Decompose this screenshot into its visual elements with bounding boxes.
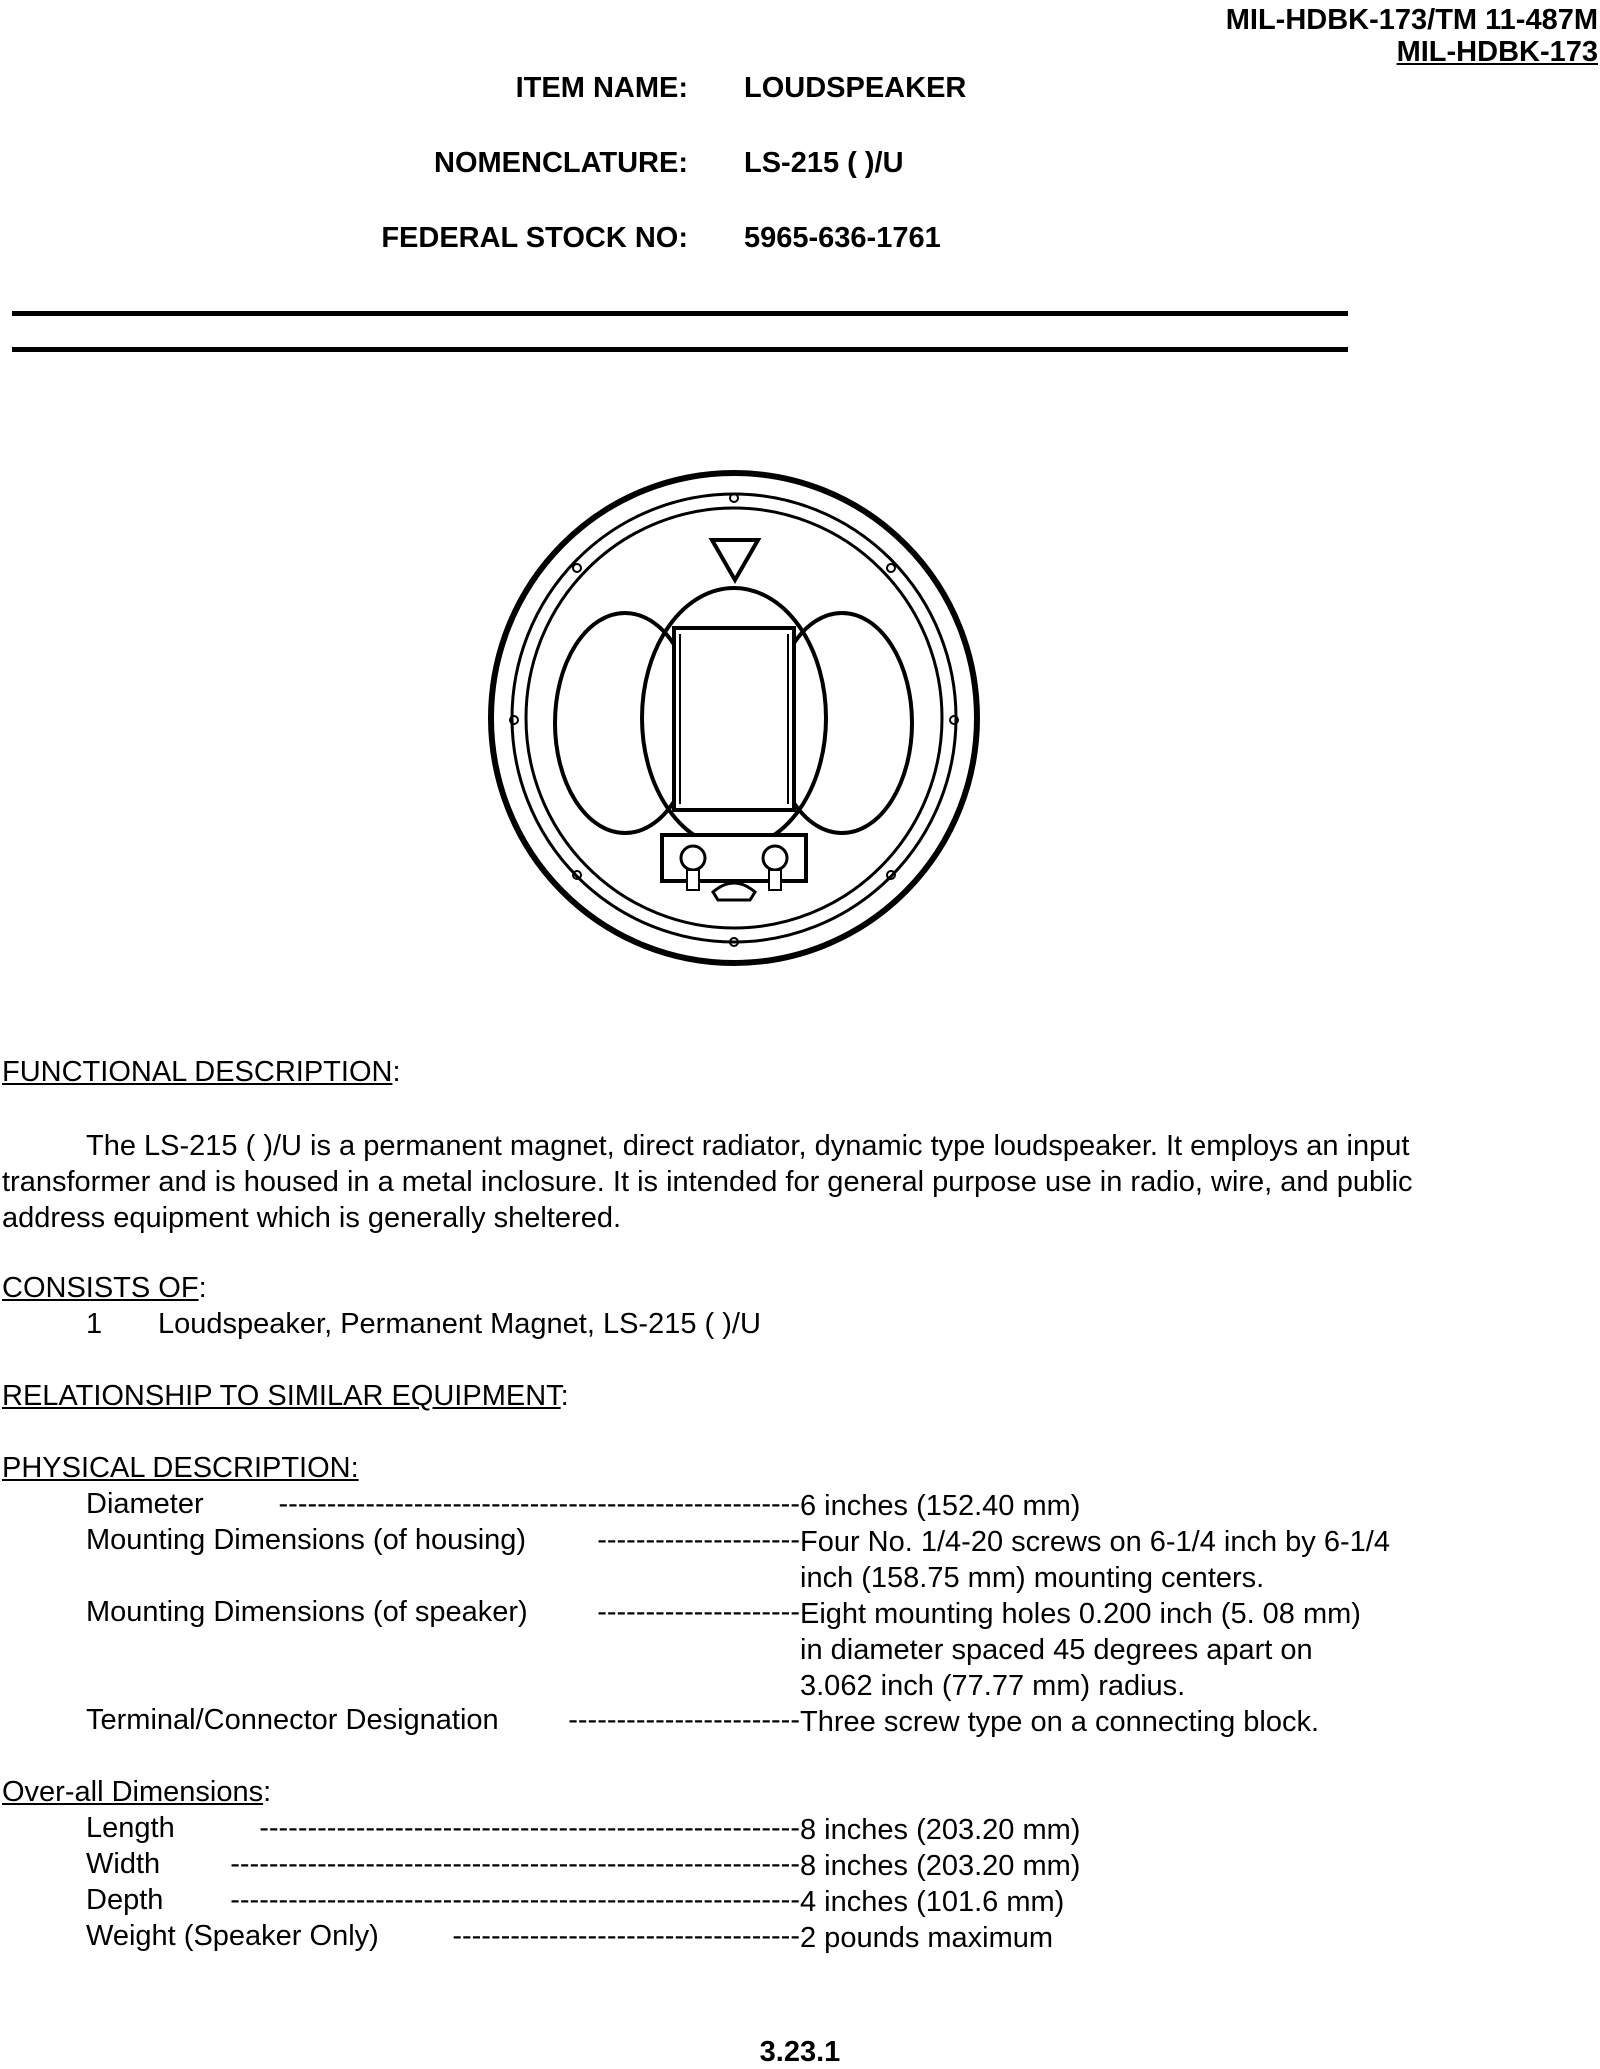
physical-spec-value: inch (158.75 mm) mounting centers. bbox=[800, 1562, 1265, 1594]
overall-spec-name: Width bbox=[86, 1848, 161, 1880]
divider-rule-bottom bbox=[12, 347, 1348, 352]
overall-spec-name: Weight (Speaker Only) bbox=[86, 1920, 379, 1952]
overall-spec-leader: -------------------------------------------------------- bbox=[259, 1812, 800, 1844]
overall-spec-leader: ----------------------------------------------------------- bbox=[230, 1884, 800, 1916]
relationship-heading: RELATIONSHIP TO SIMILAR EQUIPMENT: bbox=[2, 1380, 569, 1412]
functional-description-heading: FUNCTIONAL DESCRIPTION: bbox=[2, 1056, 401, 1088]
overall-spec-value: 2 pounds maximum bbox=[800, 1922, 1054, 1954]
overall-dimensions-heading: Over-all Dimensions: bbox=[2, 1776, 272, 1808]
functional-description-text: The LS-215 ( )/U is a permanent magnet, direct radiator, dynamic type loudspeaker. It employs an input transformer and is housed in a metal inclosure. It is intended for general purpose use in radio, wire, and public address equipment which is generally sheltered. bbox=[2, 1130, 1413, 1234]
overall-spec-value: 8 inches (203.20 mm) bbox=[800, 1850, 1081, 1882]
loudspeaker-illustration bbox=[480, 470, 990, 970]
consists-of-heading: CONSISTS OF: bbox=[2, 1272, 207, 1304]
physical-spec-value: 6 inches (152.40 mm) bbox=[800, 1490, 1081, 1522]
nomenclature-label: NOMENCLATURE: bbox=[434, 147, 688, 179]
physical-description-heading: PHYSICAL DESCRIPTION: bbox=[2, 1452, 359, 1484]
item-name-value: LOUDSPEAKER bbox=[744, 72, 967, 104]
physical-spec-value: Three screw type on a connecting block. bbox=[800, 1706, 1320, 1738]
document-id-short: MIL-HDBK-173 bbox=[1396, 36, 1598, 68]
overall-spec-name: Depth bbox=[86, 1884, 164, 1916]
consists-qty: 1 bbox=[86, 1308, 103, 1340]
stock-number-value: 5965-636-1761 bbox=[744, 222, 941, 254]
physical-spec-value: 3.062 inch (77.77 mm) radius. bbox=[800, 1670, 1186, 1702]
overall-spec-leader: ----------------------------------------------------------- bbox=[230, 1848, 800, 1880]
physical-spec-leader: --------------------- bbox=[597, 1524, 800, 1556]
physical-spec-leader: ------------------------------------------------------ bbox=[278, 1488, 800, 1520]
document-id: MIL-HDBK-173/TM 11-487M bbox=[1225, 4, 1598, 36]
physical-spec-name: Terminal/Connector Designation bbox=[86, 1704, 499, 1736]
page-number: 3.23.1 bbox=[759, 2036, 841, 2068]
physical-spec-value: Eight mounting holes 0.200 inch (5. 08 mm) bbox=[800, 1598, 1361, 1630]
nomenclature-value: LS-215 ( )/U bbox=[744, 147, 904, 179]
overall-spec-value: 4 inches (101.6 mm) bbox=[800, 1886, 1065, 1918]
physical-spec-value: in diameter spaced 45 degrees apart on bbox=[800, 1634, 1313, 1666]
physical-spec-name: Diameter bbox=[86, 1488, 204, 1520]
physical-spec-leader: --------------------- bbox=[597, 1596, 800, 1628]
divider-rule-top bbox=[12, 311, 1348, 316]
physical-spec-name: Mounting Dimensions (of housing) bbox=[86, 1524, 527, 1556]
overall-spec-name: Length bbox=[86, 1812, 175, 1844]
overall-spec-leader: ------------------------------------ bbox=[452, 1920, 800, 1952]
stock-number-label: FEDERAL STOCK NO: bbox=[381, 222, 688, 254]
physical-spec-value: Four No. 1/4-20 screws on 6-1/4 inch by 6-1/4 bbox=[800, 1526, 1390, 1558]
consists-item: Loudspeaker, Permanent Magnet, LS-215 ( )/U bbox=[158, 1308, 761, 1340]
physical-spec-name: Mounting Dimensions (of speaker) bbox=[86, 1596, 528, 1628]
item-name-label: ITEM NAME: bbox=[515, 72, 688, 104]
overall-spec-value: 8 inches (203.20 mm) bbox=[800, 1814, 1081, 1846]
physical-spec-leader: ------------------------ bbox=[568, 1704, 800, 1736]
